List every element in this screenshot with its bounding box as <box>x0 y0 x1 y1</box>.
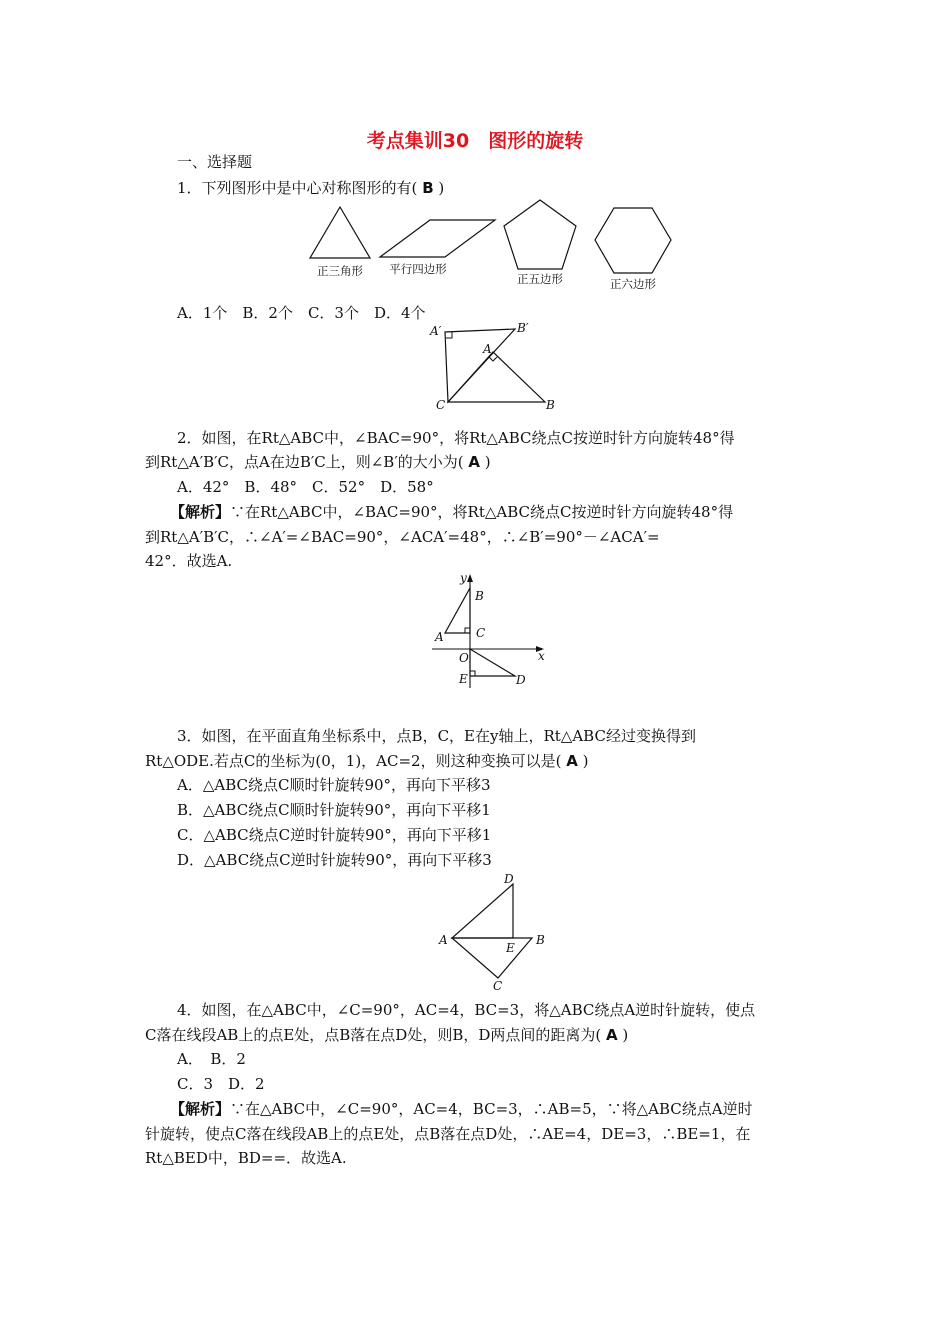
question-4-stem-end: C落在线段AB上的点E处，点B落在点D处，则B，D两点间的距离为( <box>145 1026 602 1044</box>
page-title: 考点集训30 图形的旋转 <box>366 130 584 152</box>
question-2-answer: A <box>468 453 480 471</box>
label-a-fig4: A <box>439 933 448 947</box>
label-y-axis: y <box>460 571 467 585</box>
label-a-prime: A′ <box>430 324 442 338</box>
question-4-options-ab: A． B．2 <box>177 1050 246 1068</box>
question-4-analysis-text-1: ∵在△ABC中，∠C=90°，AC=4，BC=3，∴AB=5，∵将△ABC绕点A逆时 <box>230 1100 753 1118</box>
right-angle-mark-a-prime <box>446 332 452 338</box>
caption-equilateral-triangle: 正三角形 <box>317 264 363 278</box>
label-b-prime: B′ <box>517 321 529 335</box>
question-1-options: A．1个 B．2个 C．3个 D．4个 <box>177 304 426 322</box>
question-4-analysis-line-2: 针旋转，使点C落在线段AB上的点E处，点B落在点D处，∴AE=4，DE=3，∴BE=1，在 <box>145 1125 751 1143</box>
label-a-fig3: A <box>435 630 444 644</box>
label-b: B <box>546 398 555 412</box>
question-4-options-cd: C．3 D．2 <box>177 1075 265 1093</box>
question-4-analysis-tag: 【解析】 <box>170 1100 231 1118</box>
right-angle-mark-c <box>465 628 470 633</box>
parallelogram-shape <box>380 220 495 257</box>
question-1-answer: B <box>422 179 434 197</box>
question-4-analysis-line-1 <box>170 1099 753 1119</box>
question-4-analysis-line-3: Rt△BED中，BD==．故选A. <box>145 1149 347 1167</box>
caption-pentagon: 正五边形 <box>517 272 563 286</box>
question-2-analysis-line-1 <box>170 502 733 522</box>
question-4-close: ) <box>622 1026 629 1044</box>
label-d-fig3: D <box>516 673 526 687</box>
caption-hexagon: 正六边形 <box>610 277 656 291</box>
question-4-line-1: 4．如图，在△ABC中，∠C=90°，AC=4，BC=3，将△ABC绕点A逆时针旋转，使点 <box>177 1001 756 1019</box>
question-3-option-b: B．△ABC绕点C顺时针旋转90°，再向下平移1 <box>177 801 491 819</box>
label-c-fig4: C <box>493 979 503 993</box>
figure-2-triangles <box>0 320 950 420</box>
question-2-analysis-tag: 【解析】 <box>170 503 231 521</box>
question-1-close: ) <box>438 179 445 197</box>
figure-4-rotated-triangle <box>0 866 950 996</box>
label-b-fig3: B <box>475 589 484 603</box>
question-2-line-2 <box>145 452 491 472</box>
label-e-fig3: E <box>459 672 468 686</box>
question-1-number: 1． <box>177 179 202 197</box>
triangle-ode <box>470 649 515 676</box>
label-e-fig4: E <box>506 941 515 955</box>
question-3-option-a: A．△ABC绕点C顺时针旋转90°，再向下平移3 <box>177 776 491 794</box>
question-2-analysis-text-1: ∵在Rt△ABC中，∠BAC=90°，将Rt△ABC绕点C按逆时针方向旋转48°得 <box>230 503 734 521</box>
question-3-line-2 <box>145 751 588 771</box>
triangle-aed <box>452 884 513 938</box>
question-2-line-1: 2．如图，在Rt△ABC中，∠BAC=90°，将Rt△ABC绕点C按逆时针方向旋转48°得 <box>177 429 735 447</box>
question-3-close: ) <box>582 752 589 770</box>
y-axis-arrow <box>467 574 473 582</box>
pentagon-shape <box>504 200 576 269</box>
label-d-fig4: D <box>504 872 514 886</box>
label-c-fig3: C <box>476 626 486 640</box>
question-3-option-c: C．△ABC绕点C逆时针旋转90°，再向下平移1 <box>177 826 492 844</box>
question-3-option-d: D．△ABC绕点C逆时针旋转90°，再向下平移3 <box>177 851 492 869</box>
question-2-close: ) <box>484 453 491 471</box>
triangle-abc <box>448 352 545 402</box>
triangle-a-prime-b-prime-c <box>445 329 515 402</box>
triangle-abc-fig4 <box>452 938 532 978</box>
question-4-answer: A <box>606 1026 618 1044</box>
question-3-stem-end: Rt△ODE.若点C的坐标为(0，1)，AC=2，则这种变换可以是( <box>145 752 562 770</box>
label-x-axis: x <box>538 649 545 663</box>
label-o-origin: O <box>459 651 469 665</box>
question-2-analysis-line-3: 42°．故选A. <box>145 552 233 570</box>
question-4-line-2 <box>145 1025 628 1045</box>
hexagon-shape <box>595 208 671 273</box>
figure-3-coordinate-plane <box>0 568 950 698</box>
right-angle-mark-e <box>470 671 475 676</box>
caption-parallelogram: 平行四边形 <box>389 262 447 276</box>
question-3-answer: A <box>566 752 578 770</box>
question-1-stem: 下列图形中是中心对称图形的有( <box>201 179 418 197</box>
figure-1-shapes <box>0 195 950 315</box>
label-c: C <box>436 398 446 412</box>
section-heading: 一、选择题 <box>177 153 253 171</box>
question-2-stem-end: 到Rt△A′B′C，点A在边B′C上，则∠B′的大小为( <box>145 453 464 471</box>
label-b-fig4: B <box>536 933 545 947</box>
right-angle-mark-a <box>489 357 497 361</box>
equilateral-triangle-shape <box>310 207 370 258</box>
label-a: A <box>483 342 492 356</box>
question-3-line-1: 3．如图，在平面直角坐标系中，点B，C，E在y轴上，Rt△ABC经过变换得到 <box>177 727 696 745</box>
question-2-options: A．42° B．48° C．52° D．58° <box>177 478 434 496</box>
triangle-abc-fig3 <box>445 588 470 633</box>
question-2-analysis-line-2: 到Rt△A′B′C，∴∠A′=∠BAC=90°，∠ACA′=48°，∴∠B′=90°－∠ACA′= <box>145 528 660 546</box>
